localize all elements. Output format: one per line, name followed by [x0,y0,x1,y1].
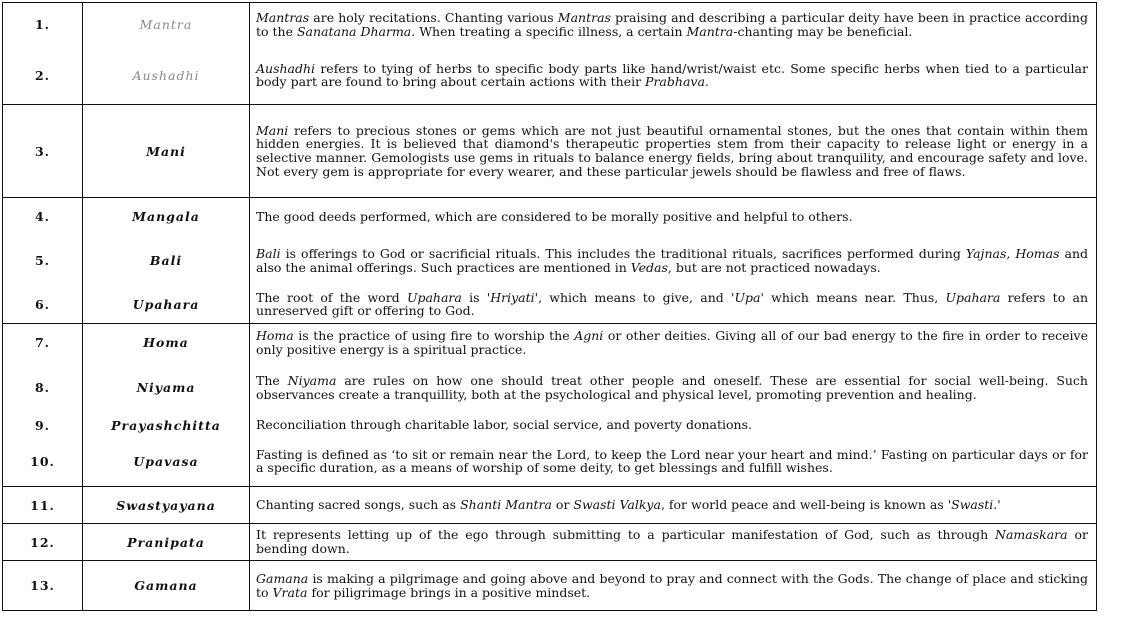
row-term: Swastyayana [83,487,250,524]
table-row [3,414,1097,437]
row-number: 1. [3,3,83,47]
table-row [3,524,1097,561]
table-row [3,362,1097,414]
table-row [3,3,1097,47]
row-term: Prayashchitta [83,414,250,437]
row-description: Mani refers to precious stones or gems which are not just beautiful ornamental stones, but the ones that contain within them hidden energies. It is believed that diamond's therapeutic properties stem from their capacity to release light or energy in a selective manner. Gemologists use gems in rituals to balance energy fields, bring about tranquility, and encourage safety and love. Not every gem is appropriate for every wearer, and these particular jewels should be flawless and free of flaws. [250,105,1097,198]
row-term: Homa [83,324,250,362]
row-description: It represents letting up of the ego through submitting to a particular manifestation of God, such as through Namaskara or bending down. [250,524,1097,561]
row-description: The Niyama are rules on how one should treat other people and oneself. These are essential for social well-being. Such observances create a tranquillity, both at the psychological and physical level, promoting prevention and healing. [250,362,1097,414]
row-description: Bali is offerings to God or sacrificial rituals. This includes the traditional rituals, sacrifices performed during Yajnas, Homas and also the animal offerings. Such practices are mentioned in Vedas, but are not practiced nowadays. [250,236,1097,286]
row-term: Mani [83,105,250,198]
row-description: The good deeds performed, which are considered to be morally positive and helpful to others. [250,198,1097,236]
table-row [3,286,1097,324]
row-term: Niyama [83,362,250,414]
row-number: 3. [3,105,83,198]
row-number: 5. [3,236,83,286]
row-term: Mantra [83,3,250,47]
table-row [3,324,1097,362]
row-term: Bali [83,236,250,286]
table-row [3,437,1097,487]
row-number: 9. [3,414,83,437]
row-number: 8. [3,362,83,414]
row-term: Upahara [83,286,250,324]
row-description: The root of the word Upahara is 'Hriyati', which means to give, and 'Upa' which means near. Thus, Upahara refers to an unreserved gift or offering to God. [250,286,1097,324]
row-description: Mantras are holy recitations. Chanting various Mantras praising and describing a particular deity have been in practice according to the Sanatana Dharma. When treating a specific illness, a certain Mantra-chanting may be beneficial. [250,3,1097,47]
row-term: Upavasa [83,437,250,487]
row-number: 12. [3,524,83,561]
row-number: 2. [3,47,83,105]
row-number: 6. [3,286,83,324]
table-row [3,236,1097,286]
table-row [3,105,1097,198]
row-description: Reconciliation through charitable labor, social service, and poverty donations. [250,414,1097,437]
row-description: Aushadhi refers to tying of herbs to specific body parts like hand/wrist/waist etc. Some specific herbs when tied to a particular body part are found to bring about certain actions with their Prabhava. [250,47,1097,105]
row-number: 11. [3,487,83,524]
table-row [3,487,1097,524]
row-number: 7. [3,324,83,362]
row-term: Gamana [83,561,250,611]
table-row [3,47,1097,105]
row-description: Gamana is making a pilgrimage and going above and beyond to pray and connect with the Gods. The change of place and sticking to Vrata for piligrimage brings in a positive mindset. [250,561,1097,611]
row-term: Mangala [83,198,250,236]
row-description: Homa is the practice of using fire to worship the Agni or other deities. Giving all of our bad energy to the fire in order to receive only positive energy is a spiritual practice. [250,324,1097,362]
row-term: Aushadhi [83,47,250,105]
row-description: Chanting sacred songs, such as Shanti Mantra or Swasti Valkya, for world peace and well-being is known as 'Swasti.' [250,487,1097,524]
table-row [3,561,1097,611]
row-term: Pranipata [83,524,250,561]
row-number: 4. [3,198,83,236]
remedies-table [2,2,1097,611]
row-description: Fasting is defined as ‘to sit or remain near the Lord, to keep the Lord near your heart and mind.’ Fasting on particular days or for a specific duration, as a means of worship of some deity, to get blessings and fulfill wishes. [250,437,1097,487]
row-number: 13. [3,561,83,611]
table-row [3,198,1097,236]
row-number: 10. [3,437,83,487]
